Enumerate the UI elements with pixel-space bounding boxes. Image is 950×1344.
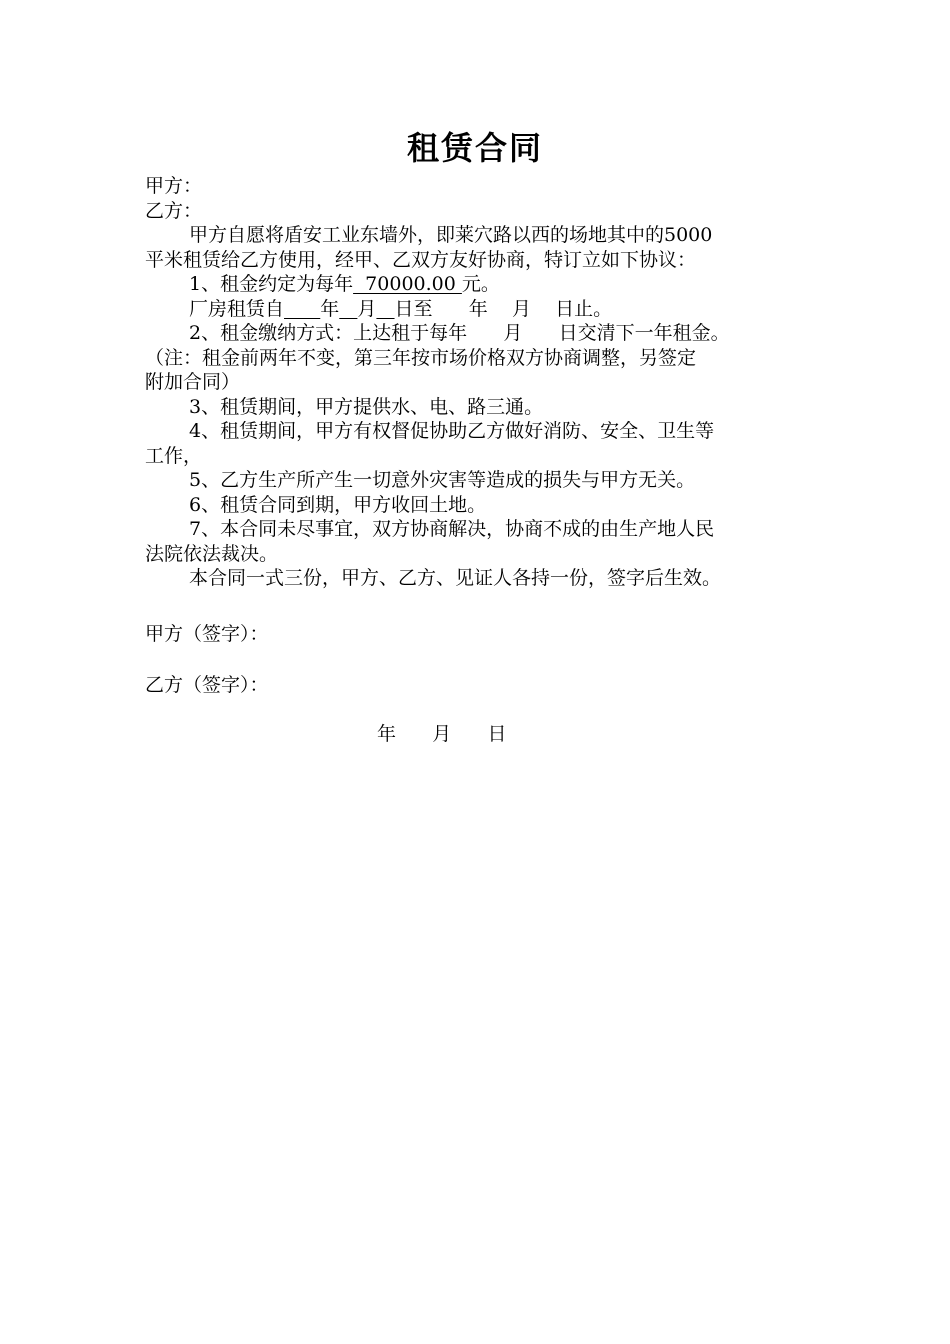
party-a-signature-line: 甲方（签字）：	[145, 623, 269, 645]
clause-1-suffix: 元。	[461, 273, 500, 295]
lease-year-label: 年	[320, 297, 340, 320]
party-b-signature-line: 乙方（签字）：	[145, 674, 269, 696]
lease-start-year-blank	[284, 298, 320, 320]
lease-period-prefix: 厂房租赁自	[189, 297, 285, 320]
clause-5: 5、乙方生产所产生一切意外灾害等造成的损失与甲方无关。	[189, 469, 696, 491]
clause-2-line-3: 附加合同）	[145, 371, 241, 393]
contract-body	[145, 174, 810, 591]
party-a-line: 甲方：	[145, 175, 203, 197]
signature-date-line: 年 月 日	[377, 723, 507, 745]
closing-statement: 本合同一式三份，甲方、乙方、见证人各持一份，签字后生效。	[189, 567, 722, 589]
lease-period-line	[145, 297, 810, 322]
clause-2-line-2: （注：租金前两年不变，第三年按市场价格双方协商调整，另签定	[145, 346, 697, 369]
clause-3: 3、租赁期间，甲方提供水、电、路三通。	[189, 395, 544, 418]
clause-1	[145, 272, 810, 297]
party-b-line: 乙方：	[145, 199, 203, 222]
clause-7-line-1: 7、本合同未尽事宜，双方协商解决，协商不成的由生产地人民	[189, 518, 715, 540]
lease-start-month-blank	[339, 298, 357, 320]
intro-paragraph-line-1: 甲方自愿将盾安工业东墙外，即莱穴路以西的场地其中的5000	[189, 224, 713, 246]
lease-month-label: 月	[357, 297, 377, 320]
document-title: 租赁合同	[406, 129, 543, 167]
clause-1-prefix: 1、租金约定为每年	[189, 273, 354, 295]
clause-7-line-2: 法院依法裁决。	[145, 542, 279, 565]
intro-paragraph-line-2: 平米租赁给乙方使用，经甲、乙双方友好协商，特订立如下协议：	[145, 248, 697, 271]
clause-6: 6、租赁合同到期，甲方收回土地。	[189, 493, 487, 516]
clause-4-line-2: 工作，	[145, 444, 203, 467]
clause-4-line-1: 4、租赁期间，甲方有权督促协助乙方做好消防、安全、卫生等	[189, 420, 715, 442]
rent-amount: 70000.00	[353, 273, 462, 295]
lease-period-rest: 日至 年 月 日止。	[394, 297, 613, 320]
lease-start-day-blank	[376, 298, 394, 320]
clause-2-line-1: 2、租金缴纳方式：上达租于每年 月 日交清下一年租金。	[189, 322, 730, 344]
